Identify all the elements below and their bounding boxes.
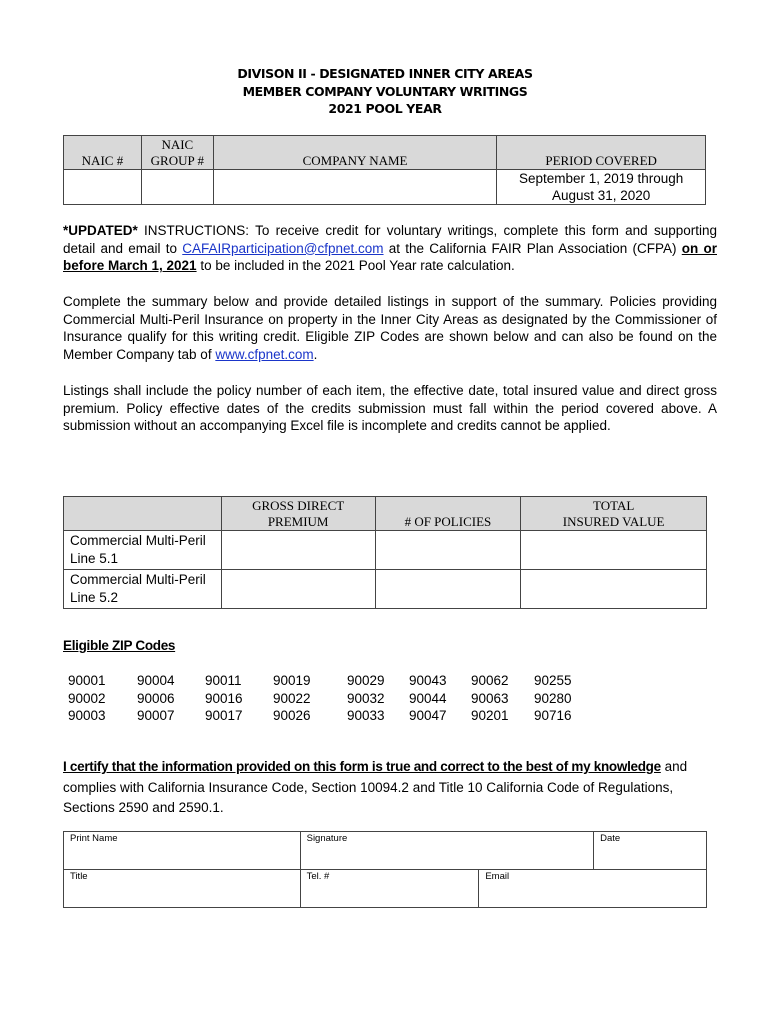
signature-field[interactable]: Signature <box>300 832 594 870</box>
zip-column: 90029 90032 90033 <box>347 673 385 723</box>
deadline-text: on or before March 1, 2021 <box>63 240 717 274</box>
date-field[interactable]: Date <box>594 832 707 870</box>
participation-email-link[interactable]: CAFAIRparticipation@cfpnet.com <box>182 240 384 256</box>
naic-header: NAIC # <box>64 136 142 170</box>
naic-field[interactable] <box>64 170 142 205</box>
company-name-header: COMPANY NAME <box>213 136 496 170</box>
naic-group-header: NAIC GROUP # <box>141 136 213 170</box>
updated-label: *UPDATED* <box>63 223 138 238</box>
listings-paragraph: Listings shall include the policy number of each item, the effective date, total insured value and direct gross premium. Policy effective dates of the credits submission must fall within the period covered above. A submission without an accompanying Excel file is incomplete and credits cannot be applied. <box>63 383 717 434</box>
title-field[interactable]: Title <box>64 870 301 908</box>
gross-premium-field[interactable] <box>221 531 375 570</box>
signature-table <box>63 831 707 908</box>
zip-column: 90019 90022 90026 <box>273 673 311 723</box>
certification-paragraph: I certify that the information provided on this form is true and correct to the best of my knowledge and complies with California Insurance Code, Section 10094.2 and Title 10 California Code of Regulations, Sections 2590 and 2590.1. <box>63 759 688 815</box>
policies-header: # OF POLICIES <box>375 497 521 531</box>
period-covered-value: September 1, 2019 through August 31, 2020 <box>497 170 706 205</box>
tel-field[interactable]: Tel. # <box>300 870 479 908</box>
email-field[interactable]: Email <box>479 870 707 908</box>
policies-field[interactable] <box>375 570 521 609</box>
title-line-1: DIVISON II - DESIGNATED INNER CITY AREAS <box>237 66 533 81</box>
zip-codes-heading: Eligible ZIP Codes <box>63 638 176 653</box>
gross-premium-field[interactable] <box>221 570 375 609</box>
zip-column: 90001 90002 90003 <box>68 673 106 723</box>
insured-value-header: TOTAL INSURED VALUE <box>521 497 707 531</box>
insured-value-field[interactable] <box>521 570 707 609</box>
document-title <box>0 65 770 118</box>
instructions-paragraph: *UPDATED* INSTRUCTIONS: To receive credit for voluntary writings, complete this form and supporting detail and email to CAFAIRparticipation@cfpnet.com at the California FAIR Plan Association (CFPA) on or before March 1, 2021 to be included in the 2021 Pool Year rate calculation. <box>63 223 717 274</box>
zip-column: 90043 90044 90047 <box>409 673 447 723</box>
table-row <box>64 570 707 609</box>
table-row <box>64 531 707 570</box>
summary-paragraph: Complete the summary below and provide detailed listings in support of the summary. Policies providing Commercial Multi-Peril Insurance on property in the Inner City Areas as designated by the Commissioner of Insurance qualify for this writing credit. Eligible ZIP Codes are shown below and can also be found on the Member Company tab of www.cfpnet.com. <box>63 294 717 363</box>
zip-column: 90004 90006 90007 <box>137 673 175 723</box>
period-covered-header: PERIOD COVERED <box>497 136 706 170</box>
zip-column: 90011 90016 90017 <box>205 673 243 723</box>
insured-value-field[interactable] <box>521 531 707 570</box>
print-name-field[interactable]: Print Name <box>64 832 301 870</box>
policies-field[interactable] <box>375 531 521 570</box>
line-label: Commercial Multi-Peril Line 5.1 <box>64 531 222 570</box>
title-line-3: 2021 POOL YEAR <box>328 101 442 116</box>
line-label: Commercial Multi-Peril Line 5.2 <box>64 570 222 609</box>
cfpnet-link[interactable]: www.cfpnet.com <box>215 347 314 363</box>
certification-statement: I certify that the information provided on this form is true and correct to the best of my knowledge <box>63 759 661 774</box>
naic-group-field[interactable] <box>141 170 213 205</box>
zip-column: 90062 90063 90201 <box>471 673 509 723</box>
company-name-field[interactable] <box>213 170 496 205</box>
title-line-2: MEMBER COMPANY VOLUNTARY WRITINGS <box>242 83 528 99</box>
zip-column: 90255 90280 90716 <box>534 673 572 723</box>
premium-summary-table <box>63 496 707 609</box>
gross-premium-header: GROSS DIRECT PREMIUM <box>221 497 375 531</box>
company-info-table <box>63 135 706 205</box>
line-header <box>64 497 222 531</box>
